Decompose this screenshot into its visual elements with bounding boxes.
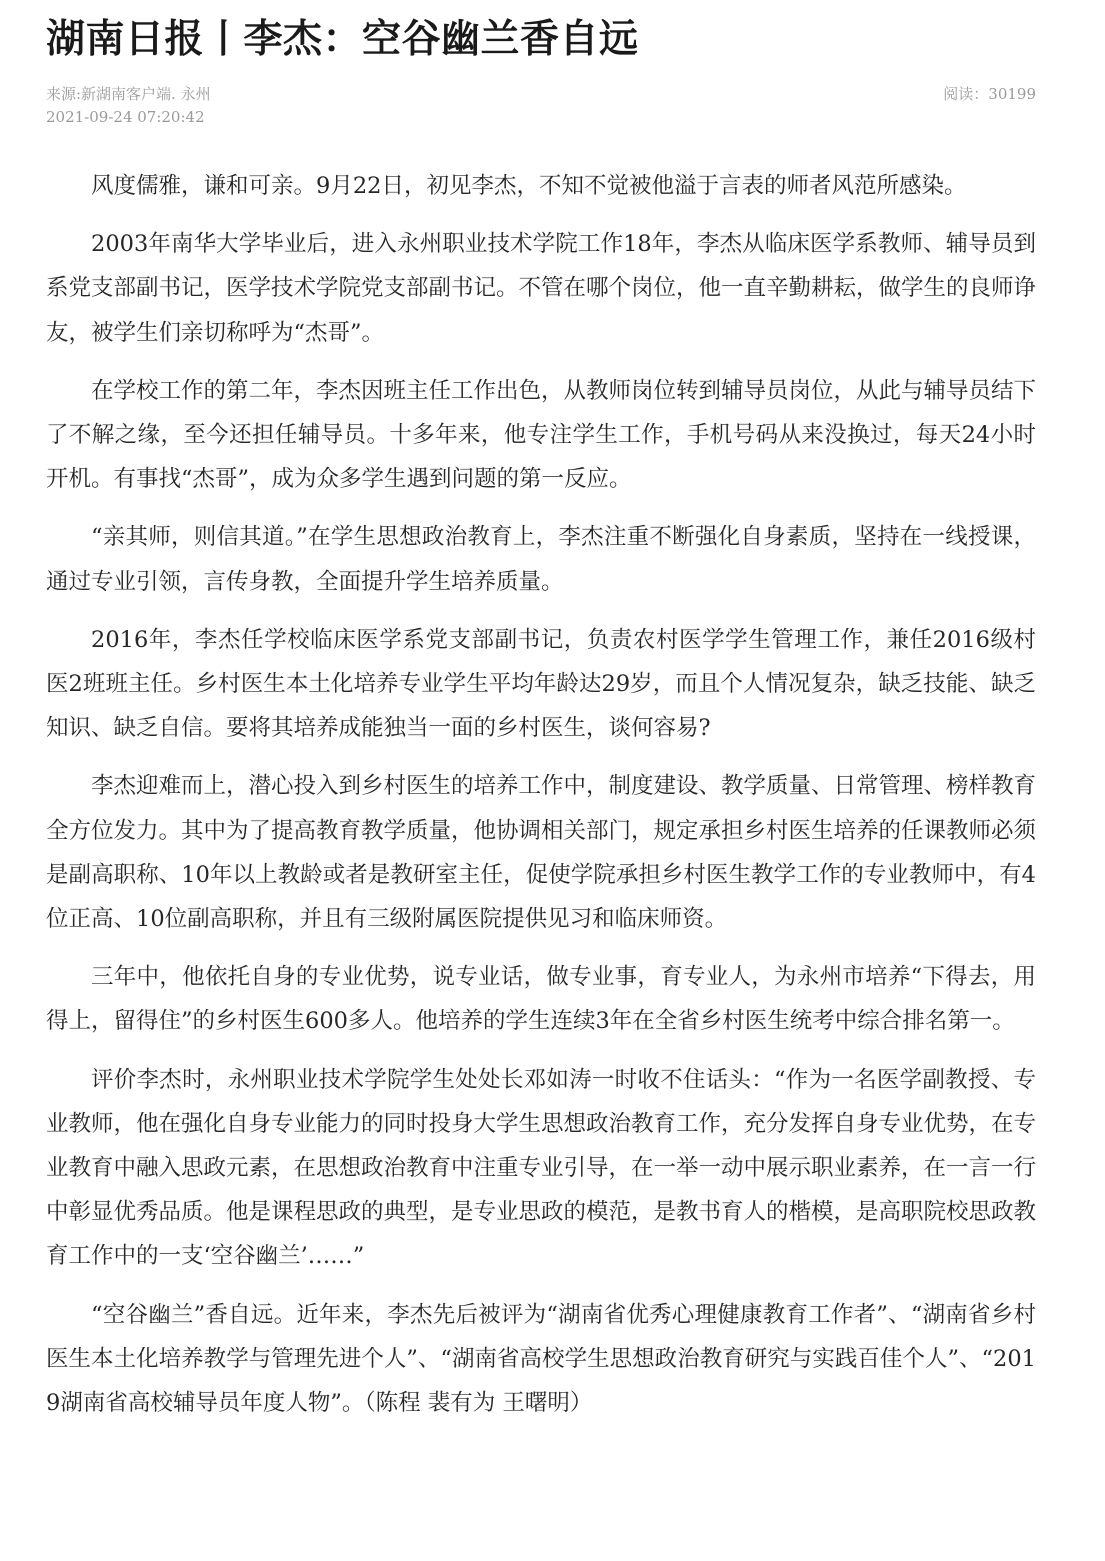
- paragraph-6: 李杰迎难而上，潜心投入到乡村医生的培养工作中，制度建设、教学质量、日常管理、榜样教育全方位发力。其中为了提高教育教学质量，他协调相关部门，规定承担乡村医生培养的任课教师必须是副高职称、10年以上教龄或者是教研室主任，促使学院承担乡村医生教学工作的专业教师中，有4位正高、10位副高职称，并且有三级附属医院提供见习和临床师资。: [46, 773, 1037, 933]
- article-body: [46, 164, 1036, 1425]
- paragraph-2: 2003年南华大学毕业后，进入永州职业技术学院工作18年，李杰从临床医学系教师、辅导员到系党支部副书记，医学技术学院党支部副书记。不管在哪个岗位，他一直辛勤耕耘，做学生的良师诤友，被学生们亲切称呼为“杰哥”。: [46, 231, 1037, 346]
- read-count: 阅读：30199: [943, 85, 1036, 103]
- article-title: 湖南日报丨李杰：空谷幽兰香自远: [46, 17, 639, 62]
- paragraph-7: 三年中，他依托自身的专业优势，说专业话，做专业事，育专业人，为永州市培养“下得去，用得上，留得住”的乡村医生600多人。他培养的学生连续3年在全省乡村医生统考中综合排名第一。: [46, 964, 1036, 1035]
- paragraph-1: 风度儒雅，谦和可亲。9月22日，初见李杰，不知不觉被他溢于言表的师者风范所感染。: [91, 173, 967, 199]
- article-date: 2021-09-24 07:20:42: [46, 108, 205, 126]
- paragraph-8: 评价李杰时，永州职业技术学院学生处处长邓如涛一时收不住话头：“作为一名医学副教授、专业教师，他在强化自身专业能力的同时投身大学生思想政治教育工作，充分发挥自身专业优势，在专业教育中融入思政元素，在思想政治教育中注重专业引导，在一举一动中展示职业素养，在一言一行中彰显优秀品质。他是课程思政的典型，是专业思政的模范，是教书育人的楷模，是高职院校思政教育工作中的一支‘空谷幽兰’……”: [46, 1066, 1037, 1270]
- paragraph-4: “亲其师，则信其道。”在学生思想政治教育上，李杰注重不断强化自身素质，坚持在一线授课，通过专业引领，言传身教，全面提升学生培养质量。: [46, 524, 1036, 595]
- paragraph-9: “空谷幽兰”香自远。近年来，李杰先后被评为“湖南省优秀心理健康教育工作者”、“湖南省乡村医生本土化培养教学与管理先进个人”、“湖南省高校学生思想政治教育研究与实践百佳个人”、“2019湖南省高校辅导员年度人物”。（陈程 裴有为 王曙明）: [46, 1301, 1036, 1417]
- paragraph-5: 2016年，李杰任学校临床医学系党支部副书记，负责农村医学学生管理工作，兼任2016级村医2班班主任。乡村医生本土化培养专业学生平均年龄达29岁，而且个人情况复杂，缺乏技能、缺乏知识、缺乏自信。要将其培养成能独当一面的乡村医生，谈何容易?: [46, 626, 1036, 742]
- article: [46, 12, 1036, 1439]
- paragraph-3: 在学校工作的第二年，李杰因班主任工作出色，从教师岗位转到辅导员岗位，从此与辅导员结下了不解之缘，至今还担任辅导员。十多年来，他专注学生工作，手机号码从来没换过，每天24小时开机。有事找“杰哥”，成为众多学生遇到问题的第一反应。: [46, 377, 1037, 493]
- article-source: 来源:新湖南客户端. 永州: [46, 85, 211, 103]
- article-meta: [46, 82, 1036, 126]
